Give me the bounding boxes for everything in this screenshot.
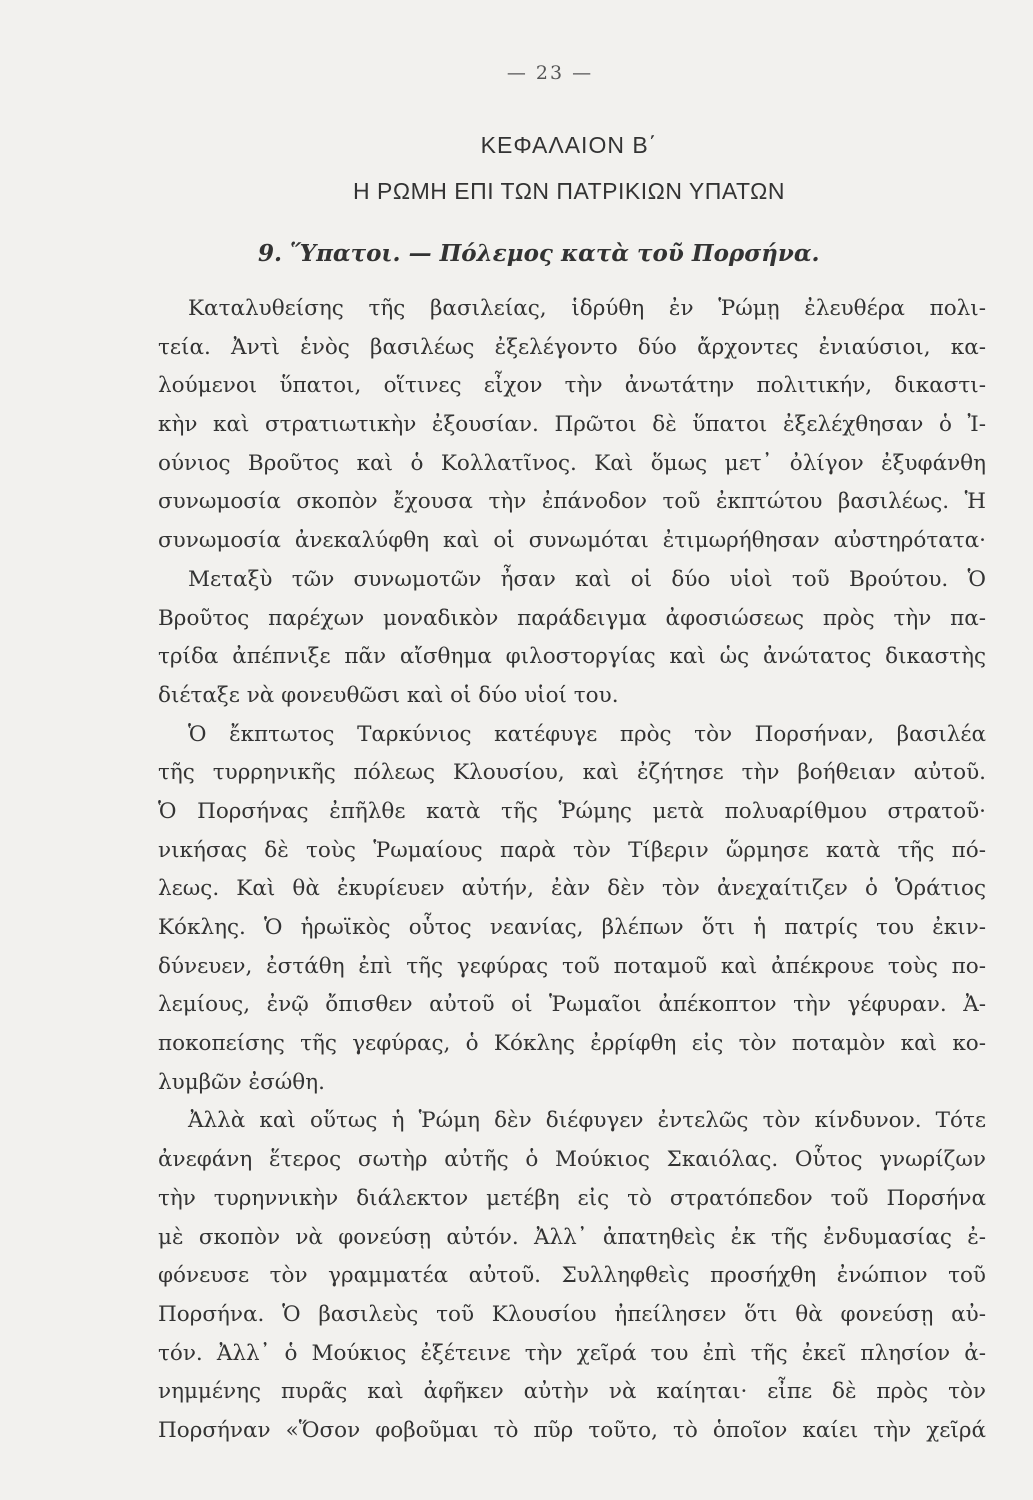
- page-number: — 23 —: [506, 62, 594, 84]
- text-line: λεως. Καὶ θὰ ἐκυρίευεν αὐτήν, ἐὰν δὲν τὸν ἀνεχαίτιζεν ὁ Ὁράτιος: [158, 876, 986, 902]
- text-line: ούνιος Βροῦτος καὶ ὁ Κολλατῖνος. Καὶ ὅμως μετ᾽ ὀλίγον ἐξυφάνθη: [158, 450, 986, 476]
- text-line: τὴν τυρηννικὴν διάλεκτον μετέβη εἰς τὸ στρατόπεδον τοῦ Πορσήνα: [158, 1185, 986, 1211]
- text-line: διέταξε νὰ φονευθῶσι καὶ οἱ δύο υἱοί του.: [158, 682, 619, 708]
- text-line: Ἀλλὰ καὶ οὕτως ἡ Ῥώμη δὲν διέφυγεν ἐντελῶς τὸν κίνδυνον. Τότε: [188, 1108, 986, 1134]
- text-line: λούμενοι ὕπατοι, οἵτινες εἶχον τὴν ἀνωτάτην πολιτικήν, δικαστι-: [158, 373, 986, 399]
- text-line: Πορσήναν «Ὅσον φοβοῦμαι τὸ πῦρ τοῦτο, τὸ ὁποῖον καίει τὴν χεῖρά: [158, 1417, 986, 1443]
- text-line: Καταλυθείσης τῆς βασιλείας, ἱδρύθη ἐν Ῥώμῃ ἐλευθέρα πολι-: [188, 296, 986, 321]
- text-line: τόν. Ἀλλ᾽ ὁ Μούκιος ἐξέτεινε τὴν χεῖρά του ἐπὶ τῆς ἐκεῖ πλησίον ἀ-: [158, 1340, 986, 1366]
- chapter-title: Η ΡΩΜΗ ΕΠΙ ΤΩΝ ΠΑΤΡΙΚΙΩΝ ΥΠΑΤΩΝ: [353, 178, 785, 204]
- chapter-label: ΚΕΦΑΛΑΙΟΝ Β΄: [480, 132, 658, 158]
- text-line: ποκοπείσης τῆς γεφύρας, ὁ Κόκλης ἐρρίφθη εἰς τὸν ποταμὸν καὶ κο-: [158, 1031, 986, 1057]
- text-line: Ὁ Πορσήνας ἐπῆλθε κατὰ τῆς Ῥώμης μετὰ πολυαρίθμου στρατοῦ·: [158, 798, 986, 824]
- text-line: τῆς τυρρηνικῆς πόλεως Κλουσίου, καὶ ἐζήτησε τὴν βοήθειαν αὐτοῦ.: [158, 760, 986, 786]
- text-line: φόνευσε τὸν γραμματέα αὐτοῦ. Συλληφθεὶς προσήχθη ἐνώπιον τοῦ: [158, 1263, 986, 1289]
- text-line: νημμένης πυρᾶς καὶ ἀφῆκεν αὐτὴν νὰ καίηται· εἶπε δὲ πρὸς τὸν: [158, 1379, 986, 1405]
- section-heading: 9. Ὕπατοι. — Πόλεμος κατὰ τοῦ Πορσήνα.: [258, 240, 820, 267]
- text-line: συνωμοσία σκοπὸν ἔχουσα τὴν ἐπάνοδον τοῦ ἐκπτώτου βασιλέως. Ἡ: [158, 489, 986, 515]
- text-line: λεμίους, ἐνῷ ὄπισθεν αὐτοῦ οἱ Ῥωμαῖοι ἀπέκοπτον τὴν γέφυραν. Ἀ-: [158, 992, 986, 1018]
- text-line: συνωμοσία ἀνεκαλύφθη καὶ οἱ συνωμόται ἐτιμωρήθησαν αὐστηρότατα·: [158, 528, 986, 554]
- body-text: [158, 290, 986, 1451]
- text-line: τρίδα ἀπέπνιξε πᾶν αἴσθημα φιλοστοργίας καὶ ὡς ἀνώτατος δικαστὴς: [158, 644, 986, 670]
- text-line: νικήσας δὲ τοὺς Ῥωμαίους παρὰ τὸν Τίβεριν ὥρμησε κατὰ τῆς πό-: [158, 837, 986, 863]
- text-line: Κόκλης. Ὁ ἡρωϊκὸς οὗτος νεανίας, βλέπων ὅτι ἡ πατρίς του ἐκιν-: [158, 915, 986, 940]
- text-line: μὲ σκοπὸν νὰ φονεύσῃ αὐτόν. Ἀλλ᾽ ἀπατηθεὶς ἐκ τῆς ἐνδυμασίας ἐ-: [158, 1224, 986, 1250]
- text-line: Πορσήνα. Ὁ βασιλεὺς τοῦ Κλουσίου ἠπείλησεν ὅτι θὰ φονεύσῃ αὐ-: [158, 1301, 986, 1327]
- text-line: λυμβῶν ἐσώθη.: [158, 1069, 325, 1095]
- text-line: τεία. Ἀντὶ ἑνὸς βασιλέως ἐξελέγοντο δύο ἄρχοντες ἐνιαύσιοι, κα-: [158, 334, 986, 360]
- text-line: κὴν καὶ στρατιωτικὴν ἐξουσίαν. Πρῶτοι δὲ ὕπατοι ἐξελέχθησαν ὁ Ἰ-: [158, 412, 986, 438]
- text-line: Ὁ ἔκπτωτος Ταρκύνιος κατέφυγε πρὸς τὸν Πορσήναν, βασιλέα: [188, 721, 986, 747]
- text-line: Βροῦτος παρέχων μοναδικὸν παράδειγμα ἀφοσιώσεως πρὸς τὴν πα-: [158, 605, 986, 631]
- text-line: Μεταξὺ τῶν συνωμοτῶν ἦσαν καὶ οἱ δύο υἱοὶ τοῦ Βρούτου. Ὁ: [188, 566, 986, 592]
- text-line: δύνευεν, ἐστάθη ἐπὶ τῆς γεφύρας τοῦ ποταμοῦ καὶ ἀπέκρουε τοὺς πο-: [158, 953, 986, 979]
- text-line: ἀνεφάνη ἕτερος σωτὴρ αὐτῆς ὁ Μούκιος Σκαιόλας. Οὗτος γνωρίζων: [158, 1147, 986, 1173]
